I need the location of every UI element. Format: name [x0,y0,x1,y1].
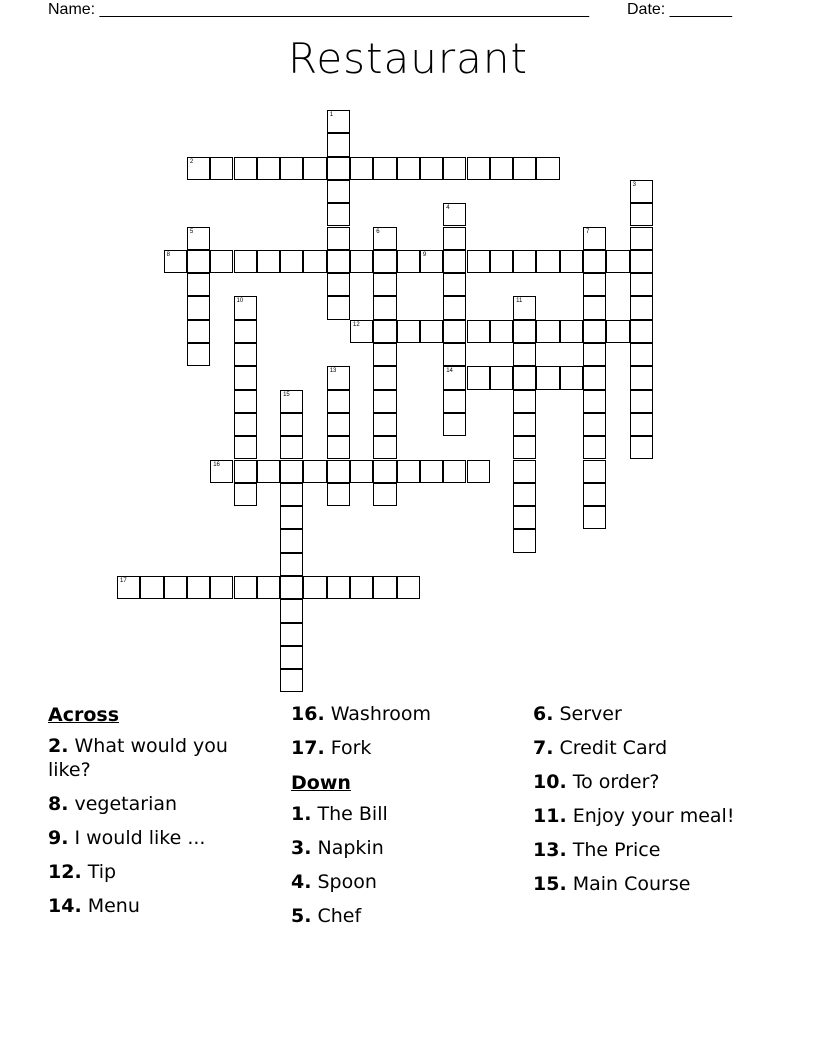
grid-cell[interactable] [257,157,280,180]
grid-cell[interactable] [373,320,396,343]
grid-cell[interactable] [187,227,210,250]
grid-cell[interactable] [350,320,373,343]
clue-text: Spoon [317,871,377,893]
grid-cell[interactable] [187,343,210,366]
clue-number: 1. [291,803,312,825]
clues-column-2 [291,702,511,938]
grid-cell[interactable] [234,250,257,273]
grid-cell[interactable] [234,320,257,343]
grid-cell[interactable] [630,180,653,203]
cell-number: 17 [120,578,127,584]
clue-down-13 [533,838,773,862]
clue-number: 8. [48,793,69,815]
clue-text: To order? [572,771,660,793]
grid-cell[interactable] [280,483,303,506]
grid-cell[interactable] [234,460,257,483]
grid-cell[interactable] [443,320,466,343]
grid-cell[interactable] [280,506,303,529]
clue-down-5 [291,904,511,928]
grid-cell[interactable] [327,296,350,319]
grid-cell[interactable] [234,366,257,389]
grid-cell[interactable] [536,320,559,343]
grid-cell[interactable] [583,436,606,459]
grid-cell[interactable] [583,273,606,296]
grid-cell[interactable] [373,250,396,273]
grid-cell[interactable] [373,273,396,296]
puzzle-title: Restaurant [288,34,528,83]
grid-cell[interactable] [583,483,606,506]
clue-number: 3. [291,837,312,859]
grid-cell[interactable] [257,250,280,273]
clue-text: The Bill [317,803,388,825]
grid-cell[interactable] [467,250,490,273]
clue-across-17 [291,736,511,760]
grid-cell[interactable] [187,296,210,319]
grid-cell[interactable] [327,227,350,250]
clue-number: 11. [533,805,567,827]
grid-cell[interactable] [373,366,396,389]
grid-cell[interactable] [327,157,350,180]
date-field-line: Date: _______ [627,1,732,18]
grid-cell[interactable] [373,296,396,319]
grid-cell[interactable] [327,436,350,459]
grid-cell[interactable] [303,157,326,180]
grid-cell[interactable] [327,133,350,156]
clue-text: Washroom [330,703,432,725]
grid-cell[interactable] [303,460,326,483]
grid-cell[interactable] [280,576,303,599]
grid-cell[interactable] [327,180,350,203]
grid-cell[interactable] [234,483,257,506]
clue-number: 17. [291,737,325,759]
grid-cell[interactable] [513,529,536,552]
grid-cell[interactable] [280,646,303,669]
clue-text: Enjoy your meal! [572,805,735,827]
grid-cell[interactable] [117,576,140,599]
cell-number: 4 [446,205,450,212]
grid-cell[interactable] [513,506,536,529]
clue-text: Credit Card [559,737,668,759]
grid-cell[interactable] [443,157,466,180]
grid-cell[interactable] [630,320,653,343]
clue-text: Fork [330,737,372,759]
cell-number: 9 [422,251,427,258]
grid-cell[interactable] [513,320,536,343]
clue-number: 12. [48,861,82,883]
grid-cell[interactable] [397,320,420,343]
grid-cell[interactable] [420,250,443,273]
grid-cell[interactable] [234,343,257,366]
grid-cell[interactable] [630,203,653,226]
grid-cell[interactable] [583,320,606,343]
grid-cell[interactable] [420,320,443,343]
grid-cell[interactable] [350,460,373,483]
across-heading: Across [48,704,120,726]
grid-cell[interactable] [373,390,396,413]
cell-number: 14 [446,368,453,375]
grid-cell[interactable] [443,390,466,413]
clue-down-15 [533,872,773,896]
grid-cell[interactable] [630,413,653,436]
clue-number: 13. [533,839,567,861]
grid-cell[interactable] [373,460,396,483]
down-heading: Down [291,772,351,794]
grid-cell[interactable] [327,460,350,483]
clue-text: Napkin [317,837,384,859]
clue-text: Tip [87,861,117,883]
grid-cell[interactable] [397,460,420,483]
clue-text: Chef [317,905,362,927]
clue-text: Menu [87,895,140,917]
grid-cell[interactable] [490,157,513,180]
grid-cell[interactable] [373,413,396,436]
clue-text: Server [559,703,622,725]
clue-down-10 [533,770,773,794]
grid-cell[interactable] [443,343,466,366]
grid-cell[interactable] [234,296,257,319]
grid-cell[interactable] [467,366,490,389]
grid-cell[interactable] [140,576,163,599]
grid-cell[interactable] [513,250,536,273]
grid-cell[interactable] [280,553,303,576]
grid-cell[interactable] [630,296,653,319]
clue-text: What would you like? [48,735,228,781]
grid-cell[interactable] [630,343,653,366]
grid-cell[interactable] [513,390,536,413]
grid-cell[interactable] [373,157,396,180]
clue-number: 10. [533,771,567,793]
name-field-line: Name: _______________________________________________________ [48,1,589,18]
grid-cell[interactable] [583,366,606,389]
grid-cell[interactable] [560,320,583,343]
grid-cell[interactable] [280,390,303,413]
clue-number: 16. [291,703,325,725]
clues-column-3 [533,702,773,906]
grid-cell[interactable] [513,460,536,483]
grid-cell[interactable] [373,343,396,366]
grid-cell[interactable] [280,623,303,646]
grid-cell[interactable] [234,413,257,436]
grid-cell[interactable] [513,296,536,319]
cell-number: 12 [353,321,360,328]
grid-cell[interactable] [280,669,303,692]
clue-down-6 [533,702,773,726]
grid-cell[interactable] [327,483,350,506]
grid-cell[interactable] [210,157,233,180]
grid-cell[interactable] [327,413,350,436]
grid-cell[interactable] [303,576,326,599]
clue-down-11 [533,804,773,828]
grid-cell[interactable] [234,390,257,413]
grid-cell[interactable] [257,460,280,483]
cell-number: 1 [329,112,334,118]
clues-column-1 [48,702,258,928]
grid-cell[interactable] [187,273,210,296]
clue-number: 15. [533,873,567,895]
grid-cell[interactable] [583,460,606,483]
grid-cell[interactable] [327,203,350,226]
grid-cell[interactable] [606,320,629,343]
grid-cell[interactable] [606,250,629,273]
grid-cell[interactable] [467,157,490,180]
grid-cell[interactable] [187,250,210,273]
grid-cell[interactable] [234,157,257,180]
grid-cell[interactable] [327,366,350,389]
grid-cell[interactable] [420,157,443,180]
grid-cell[interactable] [630,273,653,296]
grid-cell[interactable] [397,250,420,273]
grid-cell[interactable] [280,157,303,180]
grid-cell[interactable] [583,296,606,319]
cell-number: 13 [329,368,337,375]
grid-cell[interactable] [164,250,187,273]
grid-cell[interactable] [443,460,466,483]
grid-cell[interactable] [467,320,490,343]
grid-cell[interactable] [327,250,350,273]
grid-cell[interactable] [513,483,536,506]
grid-cell[interactable] [303,250,326,273]
clue-across-9 [48,826,258,850]
clue-number: 5. [291,905,312,927]
grid-cell[interactable] [583,250,606,273]
clue-across-2 [48,734,258,782]
grid-cell[interactable] [373,436,396,459]
grid-cell[interactable] [443,227,466,250]
grid-cell[interactable] [234,436,257,459]
cell-number: 2 [189,158,194,165]
clue-number: 6. [533,703,554,725]
grid-cell[interactable] [187,157,210,180]
grid-cell[interactable] [490,320,513,343]
clue-text: Main Course [572,873,691,895]
cell-number: 11 [516,298,523,305]
grid-cell[interactable] [327,110,350,133]
grid-cell[interactable] [490,250,513,273]
grid-cell[interactable] [164,576,187,599]
grid-cell[interactable] [513,366,536,389]
grid-cell[interactable] [350,157,373,180]
grid-cell[interactable] [397,157,420,180]
clue-number: 2. [48,735,69,757]
grid-cell[interactable] [536,250,559,273]
grid-cell[interactable] [583,506,606,529]
grid-cell[interactable] [443,273,466,296]
clue-number: 7. [533,737,554,759]
cell-number: 3 [632,181,636,188]
grid-cell[interactable] [443,296,466,319]
clue-down-4 [291,870,511,894]
clue-across-14 [48,894,258,918]
cell-number: 15 [283,391,290,398]
cell-number: 16 [213,461,220,468]
cell-number: 6 [376,228,380,235]
clue-down-1 [291,802,511,826]
grid-cell[interactable] [210,250,233,273]
grid-cell[interactable] [560,250,583,273]
grid-cell[interactable] [490,366,513,389]
grid-cell[interactable] [280,599,303,622]
clue-number: 14. [48,895,82,917]
grid-cell[interactable] [630,366,653,389]
grid-cell[interactable] [443,203,466,226]
grid-cell[interactable] [513,343,536,366]
grid-cell[interactable] [583,343,606,366]
grid-cell[interactable] [630,250,653,273]
grid-cell[interactable] [513,157,536,180]
grid-cell[interactable] [280,250,303,273]
clue-across-8 [48,792,258,816]
grid-cell[interactable] [373,483,396,506]
grid-cell[interactable] [257,576,280,599]
grid-cell[interactable] [210,576,233,599]
grid-cell[interactable] [536,157,559,180]
grid-cell[interactable] [630,390,653,413]
clue-text: vegetarian [74,793,178,815]
clue-text: The Price [572,839,661,861]
grid-cell[interactable] [327,576,350,599]
clue-text: I would like ... [74,827,206,849]
cell-number: 10 [236,298,244,305]
grid-cell[interactable] [373,227,396,250]
clue-number: 4. [291,871,312,893]
grid-cell[interactable] [373,576,396,599]
clue-down-3 [291,836,511,860]
grid-cell[interactable] [350,576,373,599]
grid-cell[interactable] [536,366,559,389]
grid-cell[interactable] [280,413,303,436]
grid-cell[interactable] [234,576,257,599]
grid-cell[interactable] [280,460,303,483]
grid-cell[interactable] [327,390,350,413]
grid-cell[interactable] [443,413,466,436]
clue-number: 9. [48,827,69,849]
clue-down-7 [533,736,773,760]
grid-cell[interactable] [630,227,653,250]
clue-across-16 [291,702,511,726]
grid-cell[interactable] [467,460,490,483]
grid-cell[interactable] [583,413,606,436]
grid-cell[interactable] [443,366,466,389]
grid-cell[interactable] [327,273,350,296]
grid-cell[interactable] [583,390,606,413]
grid-cell[interactable] [560,366,583,389]
clue-across-12 [48,860,258,884]
grid-cell[interactable] [280,436,303,459]
grid-cell[interactable] [420,460,443,483]
grid-cell[interactable] [513,413,536,436]
grid-cell[interactable] [350,250,373,273]
grid-cell[interactable] [397,576,420,599]
cell-number: 8 [166,251,170,258]
grid-cell[interactable] [630,436,653,459]
cell-number: 5 [189,228,194,235]
grid-cell[interactable] [513,436,536,459]
grid-cell[interactable] [583,227,606,250]
cell-number: 7 [586,228,590,235]
grid-cell[interactable] [443,250,466,273]
grid-cell[interactable] [187,576,210,599]
grid-cell[interactable] [187,320,210,343]
grid-cell[interactable] [210,460,233,483]
grid-cell[interactable] [280,529,303,552]
